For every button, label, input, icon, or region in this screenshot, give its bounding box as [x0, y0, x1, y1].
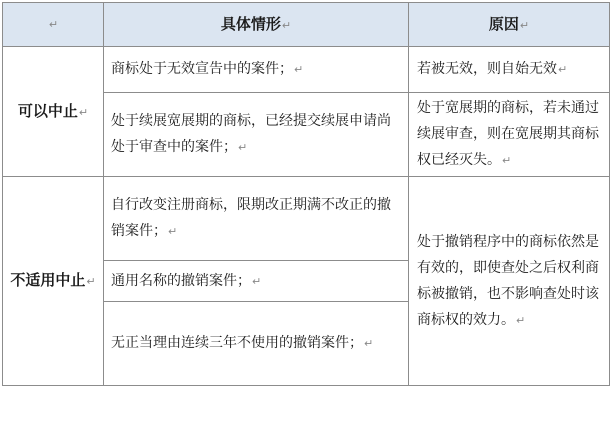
reason-cell: 处于撤销程序中的商标依然是有效的，即使查处之后权利商标被撤销，也不影响查处时该商标权的效力。↵ — [409, 177, 610, 386]
header-reason: 原因↵ — [409, 3, 610, 47]
situation-cell: 无正当理由连续三年不使用的撤销案件；↵ — [104, 302, 409, 386]
header-row — [3, 3, 610, 47]
situation-cell: 处于续展宽展期的商标，已经提交续展申请尚处于审查中的案件；↵ — [104, 93, 409, 177]
category-cell-can-suspend: 可以中止↵ — [3, 47, 104, 177]
paragraph-mark: ↵ — [48, 18, 59, 31]
table-row — [3, 47, 610, 93]
situation-cell: 自行改变注册商标，限期改正期满不改正的撤销案件；↵ — [104, 177, 409, 261]
category-cell-not-applicable: 不适用中止↵ — [3, 177, 104, 386]
situation-cell: 通用名称的撤销案件；↵ — [104, 261, 409, 302]
table-row — [3, 177, 610, 261]
paragraph-mark: ↵ — [281, 18, 292, 32]
situation-cell: 商标处于无效宣告中的案件；↵ — [104, 47, 409, 93]
paragraph-mark: ↵ — [519, 18, 530, 32]
comparison-table — [2, 2, 610, 386]
reason-cell: 处于宽展期的商标，若未通过续展审查，则在宽展期其商标权已经灭失。↵ — [409, 93, 610, 177]
reason-cell: 若被无效，则自始无效↵ — [409, 47, 610, 93]
header-category — [3, 3, 104, 47]
header-situation: 具体情形↵ — [104, 3, 409, 47]
